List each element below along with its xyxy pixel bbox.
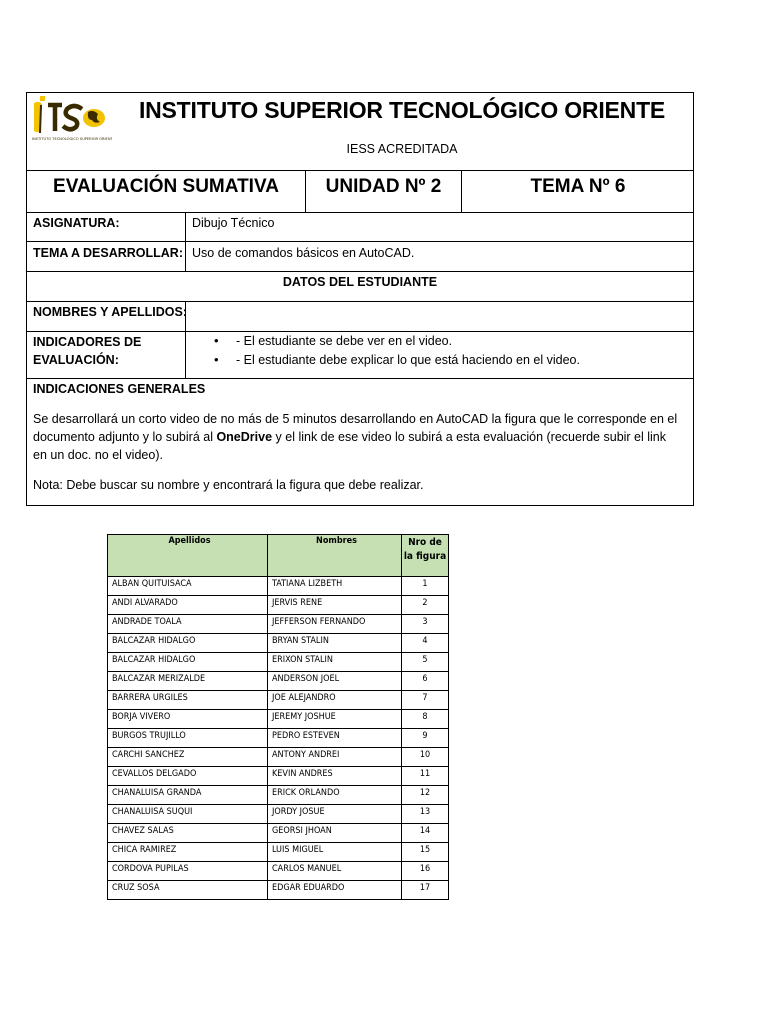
divider: [26, 170, 694, 171]
onedrive-text: OneDrive: [216, 430, 273, 444]
indicators-list: [214, 332, 580, 369]
cell-surnames: CEVALLOS DELGADO: [108, 767, 268, 786]
table-row: [108, 786, 449, 805]
cell-surnames: CARCHI SANCHEZ: [108, 748, 268, 767]
general-indications-title: INDICACIONES GENERALES: [33, 382, 206, 396]
paragraph-text: documento adjunto y lo subirá al: [33, 430, 217, 444]
divider: [26, 301, 694, 302]
cell-names: JOE ALEJANDRO: [268, 691, 402, 710]
institution-logo: [28, 93, 112, 145]
table-row: [108, 881, 449, 900]
cell-surnames: BURGOS TRUJILLO: [108, 729, 268, 748]
cell-surnames: ALBAN QUITUISACA: [108, 577, 268, 596]
cell-surnames: CORDOVA PUPILAS: [108, 862, 268, 881]
cell-names: ANDERSON JOEL: [268, 672, 402, 691]
table-row: [108, 843, 449, 862]
its-logo-icon: [28, 93, 112, 145]
cell-figure-number: 9: [402, 729, 449, 748]
student-roster-table: [107, 534, 449, 900]
unit-number: UNIDAD Nº 2: [325, 176, 442, 197]
table-row: [108, 672, 449, 691]
cell-figure-number: 12: [402, 786, 449, 805]
cell-names: EDGAR EDUARDO: [268, 881, 402, 900]
cell-figure-number: 16: [402, 862, 449, 881]
table-row: [108, 729, 449, 748]
divider: [26, 241, 694, 242]
divider: [185, 212, 186, 271]
names-label: NOMBRES Y APELLIDOS:: [33, 305, 187, 319]
student-section-title: DATOS DEL ESTUDIANTE: [282, 275, 438, 289]
cell-names: ERICK ORLANDO: [268, 786, 402, 805]
cell-surnames: BARRERA URGILES: [108, 691, 268, 710]
column-header-figure-number: Nro de la figura: [402, 535, 449, 577]
topic-number: TEMA Nº 6: [530, 176, 626, 197]
paragraph-line: Se desarrollará un corto video de no más de 5 minutos desarrollando en AutoCAD la figura que le corresponde en el: [33, 412, 678, 426]
cell-figure-number: 8: [402, 710, 449, 729]
cell-names: LUIS MIGUEL: [268, 843, 402, 862]
cell-surnames: ANDI ALVARADO: [108, 596, 268, 615]
cell-figure-number: 14: [402, 824, 449, 843]
topic-value: Uso de comandos básicos en AutoCAD.: [192, 246, 415, 260]
paragraph-line: en un doc. no el video).: [33, 448, 163, 462]
paragraph-text: y el link de ese video lo subirá a esta evaluación (recuerde subir el link: [272, 430, 667, 444]
cell-surnames: CHICA RAMIREZ: [108, 843, 268, 862]
cell-figure-number: 1: [402, 577, 449, 596]
paragraph-line: [33, 428, 693, 446]
table-row: [108, 710, 449, 729]
subject-label: ASIGNATURA:: [33, 216, 120, 230]
divider: [26, 212, 694, 213]
logo-subtext: INSTITUTO TECNOLÓGICO SUPERIOR ORIENTE: [32, 137, 112, 141]
cell-surnames: BALCAZAR HIDALGO: [108, 634, 268, 653]
table-row: [108, 691, 449, 710]
cell-surnames: BALCAZAR HIDALGO: [108, 653, 268, 672]
divider: [26, 271, 694, 272]
indicators-label-line2: EVALUACIÓN:: [33, 353, 119, 367]
cell-names: ANTONY ANDREI: [268, 748, 402, 767]
evaluation-type: EVALUACIÓN SUMATIVA: [53, 176, 279, 197]
table-row: [108, 805, 449, 824]
cell-names: BRYAN STALIN: [268, 634, 402, 653]
indicator-item: • - El estudiante debe explicar lo que está haciendo en el video.: [214, 351, 580, 370]
accreditation-label: IESS ACREDITADA: [346, 142, 458, 156]
cell-figure-number: 6: [402, 672, 449, 691]
table-row: [108, 596, 449, 615]
column-header-surnames: Apellidos: [108, 535, 268, 577]
divider: [26, 378, 694, 379]
table-row: [108, 748, 449, 767]
cell-figure-number: 11: [402, 767, 449, 786]
column-header-names: Nombres: [268, 535, 402, 577]
topic-label: TEMA A DESARROLLAR:: [33, 246, 183, 260]
indicator-item: • - El estudiante se debe ver en el video.: [214, 332, 580, 351]
note-text: Nota: Debe buscar su nombre y encontrará la figura que debe realizar.: [33, 478, 424, 492]
cell-figure-number: 17: [402, 881, 449, 900]
cell-surnames: BALCAZAR MERIZALDE: [108, 672, 268, 691]
table-row: [108, 824, 449, 843]
cell-figure-number: 2: [402, 596, 449, 615]
table-row: [108, 862, 449, 881]
cell-names: KEVIN ANDRES: [268, 767, 402, 786]
cell-figure-number: 3: [402, 615, 449, 634]
table-row: [108, 634, 449, 653]
table-row: [108, 767, 449, 786]
cell-names: CARLOS MANUEL: [268, 862, 402, 881]
cell-names: TATIANA LIZBETH: [268, 577, 402, 596]
cell-surnames: CRUZ SOSA: [108, 881, 268, 900]
table-header-row: [108, 535, 449, 577]
cell-figure-number: 4: [402, 634, 449, 653]
general-paragraph: [33, 410, 693, 464]
cell-figure-number: 5: [402, 653, 449, 672]
cell-figure-number: 10: [402, 748, 449, 767]
cell-names: PEDRO ESTEVEN: [268, 729, 402, 748]
cell-names: JEFFERSON FERNANDO: [268, 615, 402, 634]
cell-surnames: BORJA VIVERO: [108, 710, 268, 729]
cell-figure-number: 15: [402, 843, 449, 862]
cell-figure-number: 13: [402, 805, 449, 824]
cell-surnames: CHAVEZ SALAS: [108, 824, 268, 843]
names-field[interactable]: [192, 304, 688, 326]
cell-surnames: ANDRADE TOALA: [108, 615, 268, 634]
cell-names: JERVIS RENE: [268, 596, 402, 615]
indicators-label-line1: INDICADORES DE: [33, 335, 142, 349]
cell-names: GEORSI JHOAN: [268, 824, 402, 843]
cell-surnames: CHANALUISA SUQUI: [108, 805, 268, 824]
cell-figure-number: 7: [402, 691, 449, 710]
cell-names: JEREMY JOSHUE: [268, 710, 402, 729]
cell-names: ERIXON STALIN: [268, 653, 402, 672]
table-row: [108, 577, 449, 596]
institution-name: INSTITUTO SUPERIOR TECNOLÓGICO ORIENTE: [138, 97, 666, 123]
subject-value: Dibujo Técnico: [192, 216, 275, 230]
cell-names: JORDY JOSUE: [268, 805, 402, 824]
table-row: [108, 615, 449, 634]
cell-surnames: CHANALUISA GRANDA: [108, 786, 268, 805]
roster-body: [108, 577, 449, 900]
table-row: [108, 653, 449, 672]
